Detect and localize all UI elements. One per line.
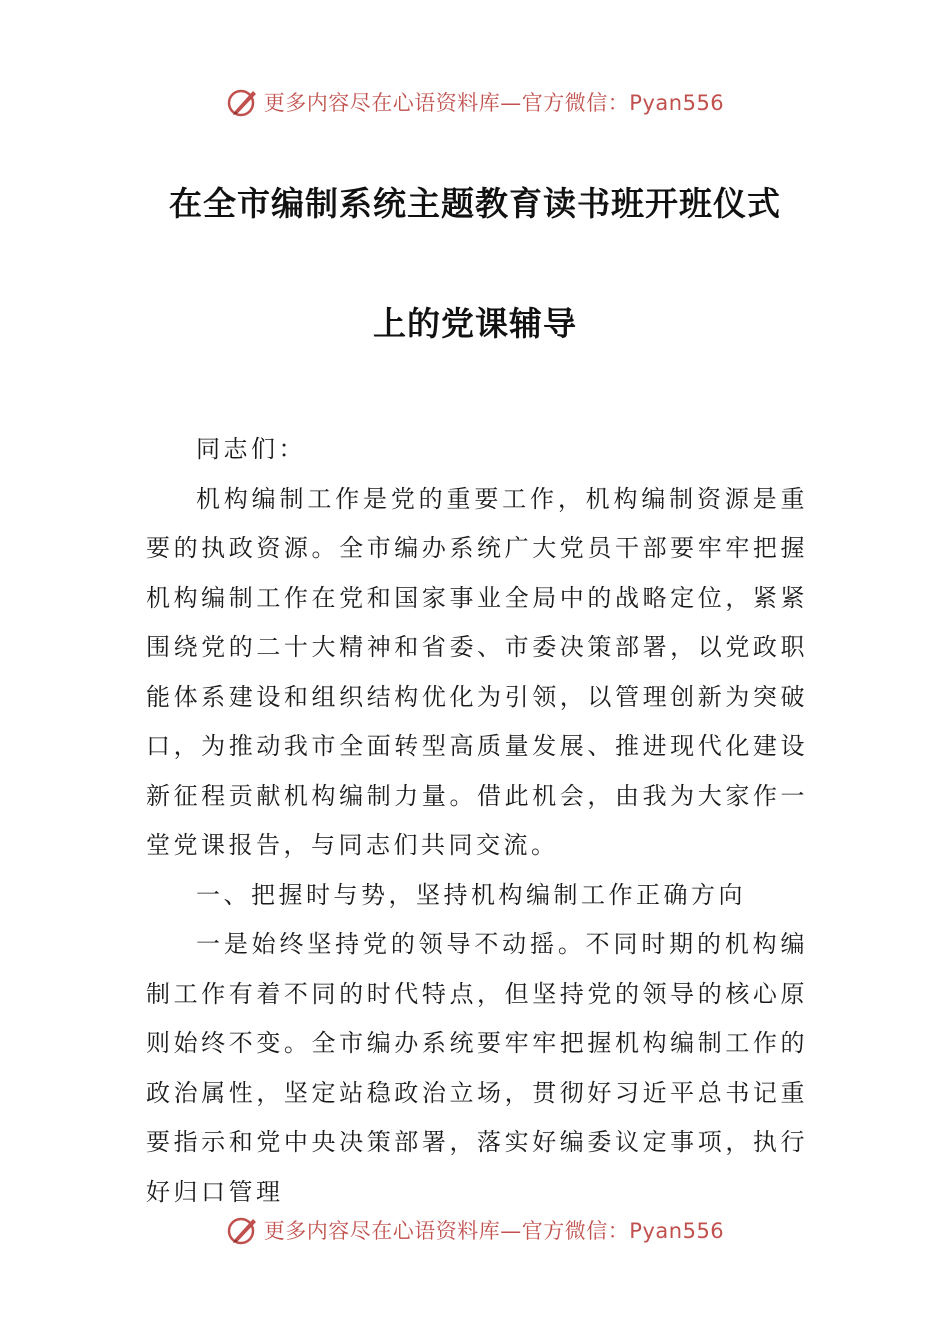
header-watermark-banner <box>0 82 950 122</box>
body-paragraph: 机构编制工作是党的重要工作，机构编制资源是重要的执政资源。全市编办系统广大党员干部要牢牢把握机构编制工作在党和国家事业全局中的战略定位，紧紧围绕党的二十大精神和省委、市委决策部署，以党政职能体系建设和组织结构优化为引领，以管理创新为突破口，为推动我市全面转型高质量发展、推进现代化建设新征程贡献机构编制力量。借此机会，由我为大家作一堂党课报告，与同志们共同交流。 <box>146 484 808 859</box>
footer-banner-text: 更多内容尽在心语资料库—官方微信：Pyan556 <box>263 1219 725 1243</box>
header-banner-text: 更多内容尽在心语资料库—官方微信：Pyan556 <box>263 91 725 115</box>
document-title-line-2: 上的党课辅导 <box>373 304 577 343</box>
pen-logo-icon <box>226 1213 260 1247</box>
pen-logo-icon <box>226 85 260 119</box>
document-body <box>146 425 808 1217</box>
document-title-line-1: 在全市编制系统主题教育读书班开班仪式 <box>169 184 781 223</box>
body-paragraph: 一是始终坚持党的领导不动摇。不同时期的机构编制工作有着不同的时代特点，但坚持党的领导的核心原则始终不变。全市编办系统要牢牢把握机构编制工作的政治属性，坚定站稳政治立场，贯彻好习近平总书记重要指示和党中央决策部署，落实好编委议定事项，执行好归口管理 <box>146 930 808 1206</box>
salutation-paragraph: 同志们： <box>196 435 306 463</box>
section-heading: 一、把握时与势，坚持机构编制工作正确方向 <box>196 880 746 909</box>
footer-watermark-banner <box>0 1210 950 1250</box>
